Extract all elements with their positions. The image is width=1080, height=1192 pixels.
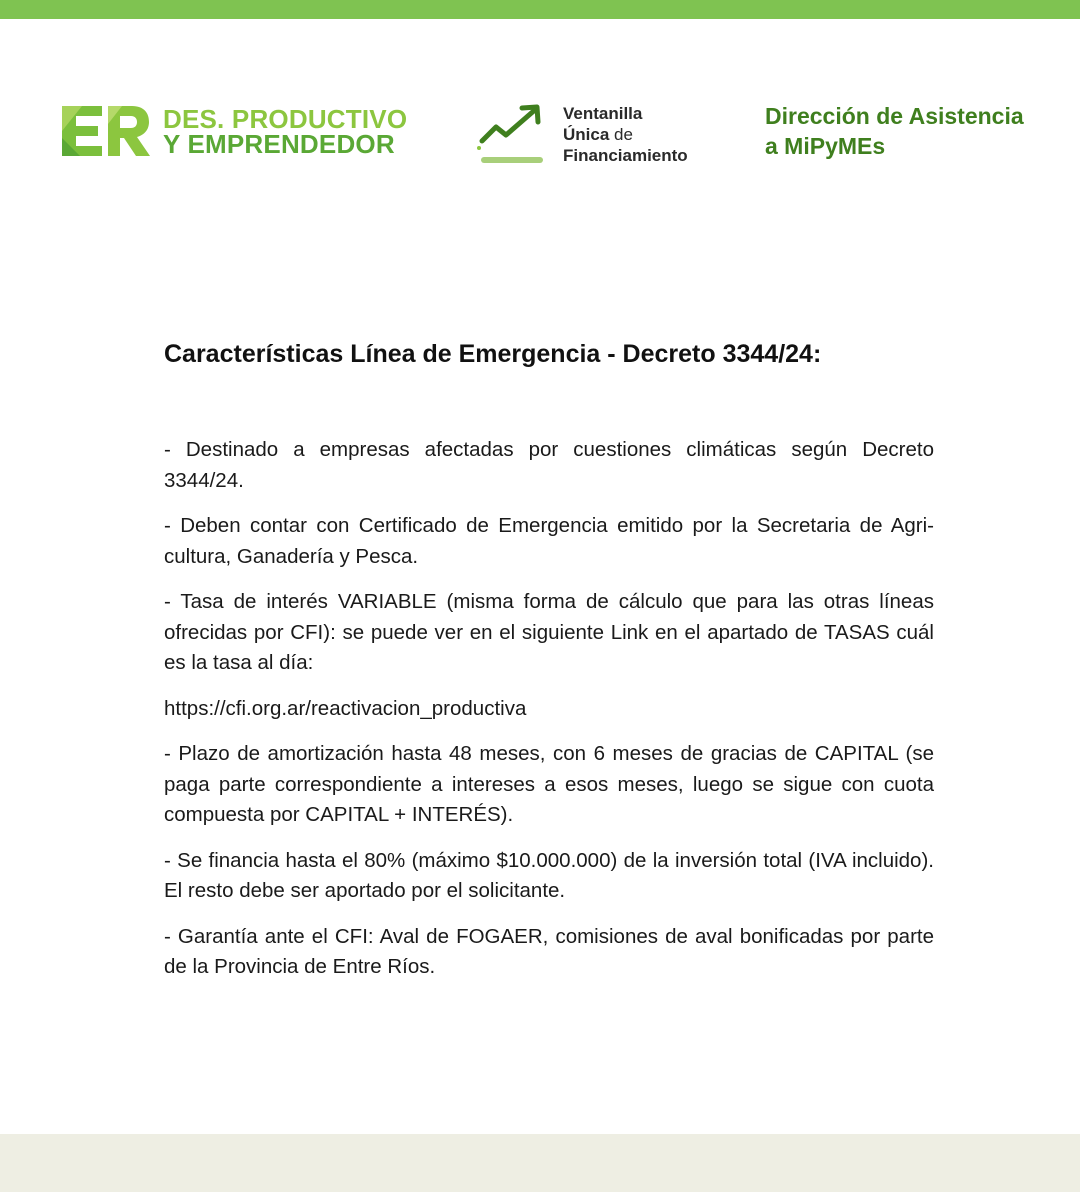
direccion-line1: Dirección de Asistencia — [765, 103, 1024, 129]
paragraph-plazo: - Plazo de amortización hasta 48 meses, con 6 meses de gracias de CAPITAL (se paga parte correspondiente a intereses a esos meses, luego se sigue con cuota compuesta por CAPITAL + INTERÉS). — [164, 742, 934, 826]
vuf-line1: Ventanilla — [563, 104, 643, 123]
vuf-line2-light: de — [614, 125, 633, 144]
er-logo-line2: Y EMPRENDEDOR — [163, 129, 395, 159]
er-logo-line1: DES. PRODUCTIVO — [163, 104, 408, 134]
bottom-band — [0, 1134, 1080, 1192]
document-body — [164, 435, 934, 998]
trend-up-arrow-icon — [476, 103, 548, 165]
er-logo-name — [163, 104, 408, 159]
direccion-line2: a MiPyMEs — [765, 133, 886, 159]
reactivacion-link: https://cfi.org.ar/reactivacion_productiva — [164, 696, 527, 720]
top-accent-bar — [0, 0, 1080, 19]
vuf-line2 — [563, 124, 688, 145]
document-title: Características Línea de Emergencia - Decreto 3344/24: — [164, 340, 822, 368]
vuf-line3: Financiamiento — [563, 146, 688, 165]
paragraph-garantia: - Garantía ante el CFI: Aval de FOGAER, comisiones de aval bonificadas por parte de la Provincia de Entre Ríos. — [164, 924, 934, 978]
vuf-logo-text — [563, 103, 688, 166]
paragraph-destinado: - Destinado a empresas afectadas por cuestiones climáticas según Decreto 3344/24. — [164, 438, 934, 492]
paragraph-financia: - Se financia hasta el 80% (máximo $10.000.000) de la inversión total (IVA incluido). El resto debe ser aportado por el solicitante. — [164, 848, 934, 902]
er-logo-icon — [62, 106, 150, 156]
direccion-asistencia-label — [765, 101, 1024, 161]
vuf-line2-bold: Única — [563, 125, 610, 144]
paragraph-certificado: - Deben contar con Certificado de Emergencia emitido por la Secretaria de Agri-cultura, Ganadería y Pesca. — [164, 514, 934, 568]
paragraph-tasa: - Tasa de interés VARIABLE (misma forma de cálculo que para las otras líneas ofrecidas por CFI): se puede ver en el siguiente Link en el apartado de TASAS cuál es la tasa al día: — [164, 590, 934, 674]
